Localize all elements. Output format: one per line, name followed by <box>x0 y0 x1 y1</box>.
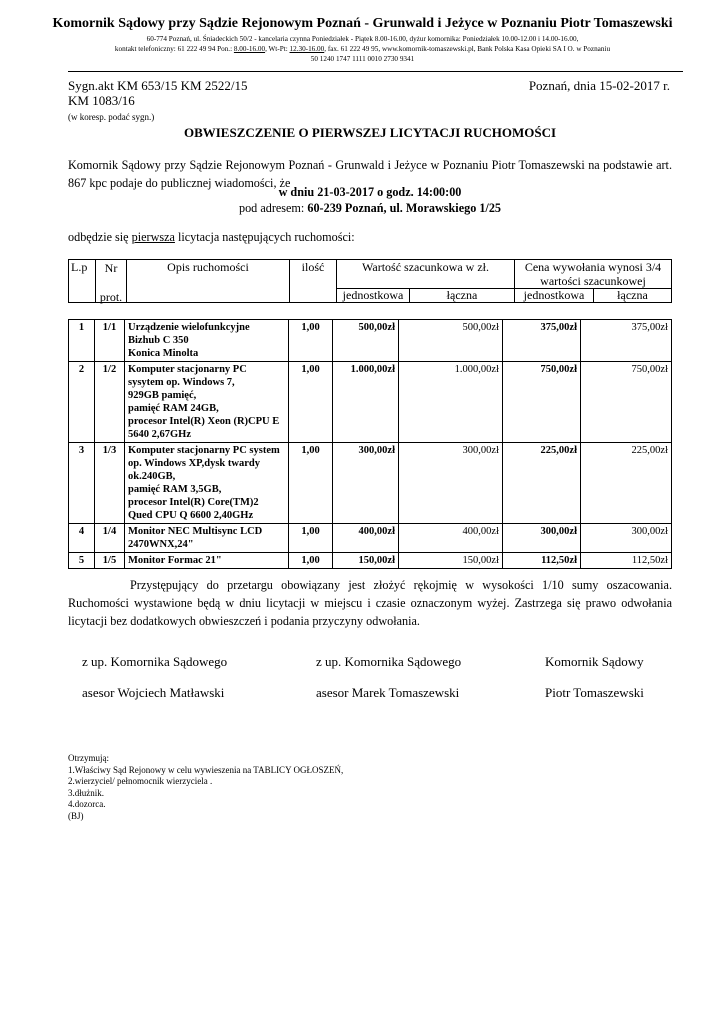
cell-lp: 3 <box>69 443 95 524</box>
place-date: Poznań, dnia 15-02-2017 r. <box>528 78 670 93</box>
cell-ilosc: 1,00 <box>289 443 333 524</box>
closing-paragraph: Przystępujący do przetargu obowiązany jest złożyć rękojmię w wysokości 1/10 sumy oszacowania. Ruchomości wystawione będą w dniu licytacji w miejscu i czasie oznaczonym wyżej. Zastrzega się prawo odwołania licytacji bez dodatkowych obwieszczeń i podania przyczyny odwołania. <box>68 578 672 628</box>
recipient-item: 3.dłużnik. <box>68 787 104 798</box>
col-wartosc-laczna: łączna <box>410 289 515 303</box>
opis-line: Komputer stacjonarny PC system <box>128 445 280 456</box>
case-signature-2: KM 1083/16 <box>68 93 135 108</box>
cell-wartosc-jednostkowa: 150,00zł <box>333 553 399 569</box>
cell-wartosc-laczna: 300,00zł <box>399 443 503 524</box>
signature-3-name: Piotr Tomaszewski <box>545 685 644 700</box>
auction-statement: odbędzie się pierwsza licytacja następujących ruchomości: <box>68 230 355 244</box>
col-wartosc-jednostkowa: jednostkowa <box>337 289 410 303</box>
cell-nr: 1/4 <box>95 524 125 553</box>
opis-line: procesor Intel(R) Core(TM)2 <box>128 497 259 508</box>
cell-wartosc-laczna: 400,00zł <box>399 524 503 553</box>
cell-nr: 1/1 <box>95 320 125 362</box>
letterhead-title: Komornik Sądowy przy Sądzie Rejonowym Poznań - Grunwald i Jeżyce w Poznaniu Piotr Tomaszewski <box>52 16 673 31</box>
cell-cena-jednostkowa: 300,00zł <box>503 524 581 553</box>
col-lp: L.p <box>69 260 96 303</box>
col-ilosc: ilość <box>290 260 337 303</box>
recipients-list <box>68 753 343 823</box>
cell-ilosc: 1,00 <box>289 553 333 569</box>
cell-opis <box>125 320 289 362</box>
cell-lp: 5 <box>69 553 95 569</box>
notice-heading: OBWIESZCZENIE O PIERWSZEJ LICYTACJI RUCHOMOŚCI <box>183 125 557 140</box>
cell-cena-jednostkowa: 112,50zł <box>503 553 581 569</box>
cell-nr: 1/3 <box>95 443 125 524</box>
cell-wartosc-jednostkowa: 500,00zł <box>333 320 399 362</box>
recipient-item: 2.wierzyciel/ pełnomocnik wierzyciela . <box>68 776 213 787</box>
opis-line: 929GB pamięć, <box>128 390 197 401</box>
col-cena-laczna: łączna <box>594 289 672 303</box>
opis-line: sysytem op. Windows 7, <box>128 377 235 388</box>
table-row <box>69 320 672 362</box>
recipient-item: (BJ) <box>68 810 84 821</box>
cell-opis <box>125 524 289 553</box>
cell-wartosc-jednostkowa: 1.000,00zł <box>333 362 399 443</box>
letterhead-contact: kontakt telefoniczny: 61 222 49 94 Pon.: 8.00-16.00, Wt-Pt: 12.30-16.00, fax. 61 222 49 95, www.komornik-tomaszewski.pl, Bank Polska Kasa Opieki SA I O. w Poznaniu <box>114 45 611 53</box>
signature-3-role: Komornik Sądowy <box>545 654 644 669</box>
cell-cena-laczna: 300,00zł <box>581 524 672 553</box>
signature-1-role: z up. Komornika Sądowego <box>82 654 228 669</box>
cell-nr: 1/5 <box>95 553 125 569</box>
signature-2-role: z up. Komornika Sądowego <box>316 654 462 669</box>
case-signature: Sygn.akt KM 653/15 KM 2522/15 <box>68 78 248 93</box>
opis-line: Bizhub C 350 <box>128 335 189 346</box>
recipients-title: Otrzymują: <box>68 753 109 763</box>
auction-address: pod adresem: 60-239 Poznań, ul. Morawskiego 1/25 <box>238 201 502 215</box>
col-cena-jednostkowa: jednostkowa <box>515 289 594 303</box>
letterhead-address: 60-774 Poznań, ul. Śniadeckich 50/2 - kancelaria czynna Poniedziałek - Piątek 8.00-16.00, dyżur komornika: Poniedziałek 10.00-12.00 i 14.00-16.00, <box>146 35 579 43</box>
opis-line: Monitor Formac 21" <box>128 555 222 566</box>
items-table <box>68 319 672 569</box>
cell-cena-jednostkowa: 750,00zł <box>503 362 581 443</box>
cell-cena-laczna: 225,00zł <box>581 443 672 524</box>
letterhead-bank-account: 50 1240 1747 1111 0010 2730 9341 <box>310 55 415 63</box>
items-table-header <box>68 259 672 303</box>
cell-opis <box>125 443 289 524</box>
cell-lp: 4 <box>69 524 95 553</box>
table-row <box>69 362 672 443</box>
cell-cena-laczna: 375,00zł <box>581 320 672 362</box>
opis-line: pamięć RAM 3,5GB, <box>128 484 222 495</box>
table-row <box>69 443 672 524</box>
header-divider <box>68 71 683 72</box>
cell-lp: 2 <box>69 362 95 443</box>
cell-ilosc: 1,00 <box>289 524 333 553</box>
cell-cena-jednostkowa: 375,00zł <box>503 320 581 362</box>
opis-line: Komputer stacjonarny PC <box>128 364 247 375</box>
cell-nr: 1/2 <box>95 362 125 443</box>
cell-wartosc-jednostkowa: 400,00zł <box>333 524 399 553</box>
col-cena: Cena wywołania wynosi 3/4 wartości szacunkowej <box>515 260 672 289</box>
opis-line: pamięć RAM 24GB, <box>128 403 219 414</box>
cell-ilosc: 1,00 <box>289 362 333 443</box>
cell-cena-jednostkowa: 225,00zł <box>503 443 581 524</box>
cell-wartosc-jednostkowa: 300,00zł <box>333 443 399 524</box>
cell-wartosc-laczna: 1.000,00zł <box>399 362 503 443</box>
cell-opis <box>125 362 289 443</box>
cell-opis <box>125 553 289 569</box>
recipient-item: 1.Właściwy Sąd Rejonowy w celu wywieszenia na TABLICY OGŁOSZEŃ, <box>68 764 344 775</box>
opis-line: Urządzenie wielofunkcyjne <box>128 322 250 333</box>
recipient-item: 4.dozorca. <box>68 799 106 810</box>
opis-line: Monitor NEC Multisync LCD <box>128 526 263 537</box>
opis-line: Qued CPU Q 6600 2,40GHz <box>128 510 254 521</box>
col-opis: Opis ruchomości <box>127 260 290 303</box>
opis-line: Konica Minolta <box>128 348 199 359</box>
signature-2-name: asesor Marek Tomaszewski <box>316 685 460 700</box>
col-wartosc: Wartość szacunkowa w zł. <box>337 260 515 289</box>
notice-intro: Komornik Sądowy przy Sądzie Rejonowym Poznań - Grunwald i Jeżyce w Poznaniu Piotr Tomaszewski na podstawie art. 867 kpc podaje do publicznej wiadomości, że <box>68 158 672 190</box>
table-row <box>69 524 672 553</box>
signature-1-name: asesor Wojciech Matławski <box>82 685 225 700</box>
auction-date: w dniu 21-03-2017 o godz. 14:00:00 <box>278 185 462 199</box>
table-row <box>69 553 672 569</box>
cell-cena-laczna: 750,00zł <box>581 362 672 443</box>
cell-wartosc-laczna: 500,00zł <box>399 320 503 362</box>
cell-ilosc: 1,00 <box>289 320 333 362</box>
case-note: (w koresp. podać sygn.) <box>68 112 155 122</box>
opis-line: 5640 2,67GHz <box>128 429 191 440</box>
opis-line: op. Windows XP,dysk twardy <box>128 458 260 469</box>
col-nr: Nr prot. <box>96 260 127 303</box>
opis-line: ok.240GB, <box>128 471 176 482</box>
opis-line: 2470WNX,24" <box>128 539 194 550</box>
opis-line: procesor Intel(R) Xeon (R)CPU E <box>128 416 280 427</box>
cell-cena-laczna: 112,50zł <box>581 553 672 569</box>
cell-wartosc-laczna: 150,00zł <box>399 553 503 569</box>
cell-lp: 1 <box>69 320 95 362</box>
